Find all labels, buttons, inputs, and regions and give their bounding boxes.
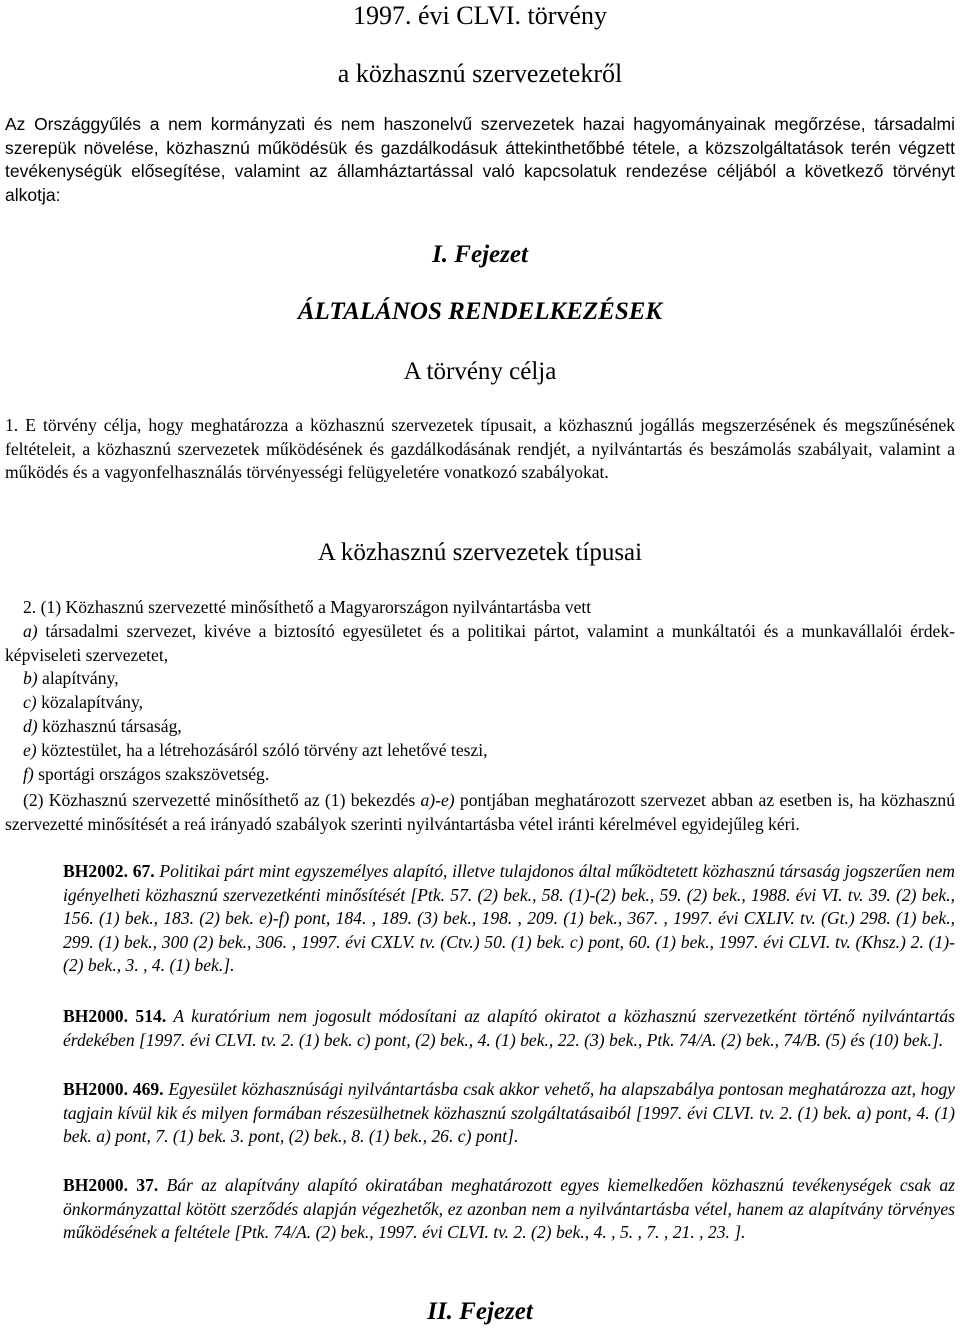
case-note-bh2000-469 — [63, 1078, 955, 1149]
section-2-intro: 2. (1) Közhasznú szervezetté minősíthető a Magyarországon nyilvántartásba vett — [23, 597, 592, 617]
case-summary: Bár az alapítvány alapító okiratában meghatározott egyes kiemelkedően közhasznú tevékenységek csak az önkormányzattal kötött szerződés alapján végezhetők, ez azonban nem a nyilvántartásba vétel, hanem az alapítvány törvényes működésének a feltétele [Ptk. 74/A. (2) bek., 1997. évi CLVI. tv. 2. (2) bek., 4. , 5. , 7. , 21. , 23. ]. — [63, 1175, 955, 1242]
chapter-2-label: II. Fejezet — [427, 1298, 533, 1325]
case-summary: Politikai párt mint egyszemélyes alapító, illetve tulajdonos által működtetett közhasznú társaság jogszerűen nem igényelheti közhasznú szervezetkénti minősítését [Ptk. 57. (2) bek., 58. (1)-(2) bek., 59. (2) bek., 1988. évi VI. tv. 39. (2) bek., 156. (1) bek., 183. (2) bek. e)-f) pont, 184. , 189. (3) bek., 198. , 209. (1) bek., 367. , 1997. évi CXLIV. tv. (Gt.) 298. (1) bek., 299. (1) bek., 300 (2) bek., 306. , 1997. évi CXLV. tv. (Ctv.) 50. (1) bek. c) pont, 60. (1) bek., 1997. évi CLVI. tv. (Khsz.) 2. (1)-(2) bek., 3. , 4. (1) bek.]. — [63, 861, 956, 975]
preamble: Az Országgyűlés a nem kormányzati és nem haszonelvű szervezetek hazai hagyományainak megőrzése, társadalmi szerepük növelése, közhasznú működésük és gazdálkodásuk áttekinthetőbbé tétele, a közszolgáltatások terén végzett tevékenységük elősegítése, valamint az államháztartással való kapcsolatuk rendezése céljából a következő törvényt alkotja: — [5, 114, 955, 205]
list-item-e — [23, 739, 488, 763]
list-item-b — [23, 667, 119, 691]
list-marker: e) — [23, 740, 37, 760]
list-marker: c) — [23, 692, 37, 712]
list-item-text: sportági országos szakszövetség. — [33, 764, 270, 784]
list-item-f — [23, 763, 269, 787]
section-2-para-2: (2) Közhasznú szervezetté minősíthető az (1) bekezdés a)-e) pontjában meghatározott szervezet abban az esetben is, ha közhasznú szervezetté minősítését a reá irányadó szabályok szerinti nyilvántartásba vétel iránti kérelmével egyidejűleg kéri. — [5, 790, 955, 834]
case-note-bh2000-514 — [63, 1005, 955, 1052]
list-item-text: közhasznú társaság, — [37, 716, 182, 736]
list-item-text: társadalmi szervezet, kivéve a biztosító egyesületet és a politikai pártot, valamint a munkáltatói és a munkavállalói érdek-képviseleti szervezetet, — [5, 621, 955, 665]
list-item-text: alapítvány, — [37, 668, 119, 688]
case-summary: Egyesület közhasznúsági nyilvántartásba csak akkor vehető, ha alapszabálya pontosan meghatározza azt, hogy tagjain kívül kik és milyen formában részesülhetnek közhasznú szolgáltatásaiból [1997. évi CLVI. tv. 2. (1) bek. a) pont, 4. (1) bek. a) pont, 7. (1) bek. 3. pont, (2) bek., 8. (1) bek., 26. c) pont]. — [63, 1079, 955, 1146]
case-reference: BH2000. 514. — [63, 1006, 167, 1026]
chapter-1-label: I. Fejezet — [432, 241, 528, 268]
list-marker: b) — [23, 668, 38, 688]
list-item-text: közalapítvány, — [36, 692, 144, 712]
point-reference: a)-e) — [420, 790, 455, 810]
list-marker: a) — [23, 621, 38, 641]
case-note-bh2000-37 — [63, 1174, 955, 1245]
section-2-heading: A közhasznú szervezetek típusai — [317, 539, 643, 566]
case-summary: A kuratórium nem jogosult módosítani az alapító okiratot a közhasznú szervezetként történő nyilvántartás érdekében [1997. évi CLVI. tv. 2. (1) bek. c) pont, (2) bek., 4. (1) bek., 22. (3) bek., Ptk. 74/A. (2) bek., 74/B. (5) és (10) bek.]. — [63, 1006, 955, 1050]
list-marker: d) — [23, 716, 38, 736]
list-marker: f) — [23, 764, 34, 784]
list-item-text: köztestület, ha a létrehozásáról szóló törvény azt lehetővé teszi, — [36, 740, 488, 760]
list-item-a — [5, 620, 955, 667]
case-note-bh2002-67 — [63, 860, 955, 978]
case-reference: BH2000. 37. — [63, 1175, 159, 1195]
law-title: a közhasznú szervezetekről — [337, 59, 623, 88]
list-item-d — [23, 715, 182, 739]
law-number: 1997. évi CLVI. törvény — [353, 1, 607, 30]
case-reference: BH2000. 469. — [63, 1079, 164, 1099]
list-item-c — [23, 691, 143, 715]
chapter-1-title: ÁLTALÁNOS RENDELKEZÉSEK — [297, 298, 663, 325]
section-1-text: 1. E törvény célja, hogy meghatározza a közhasznú szervezetek típusait, a közhasznú jogállás megszerzésének és megszűnésének feltételeit, a közhasznú szervezetek működésének és gazdálkodásának rendjét, a nyilvántartás és beszámolás szabályait, valamint a működés és a vagyonfelhasználás törvényességi felügyeletére vonatkozó szabályokat. — [5, 415, 955, 482]
section-1-heading: A törvény célja — [403, 358, 557, 385]
case-reference: BH2002. 67. — [63, 861, 155, 881]
